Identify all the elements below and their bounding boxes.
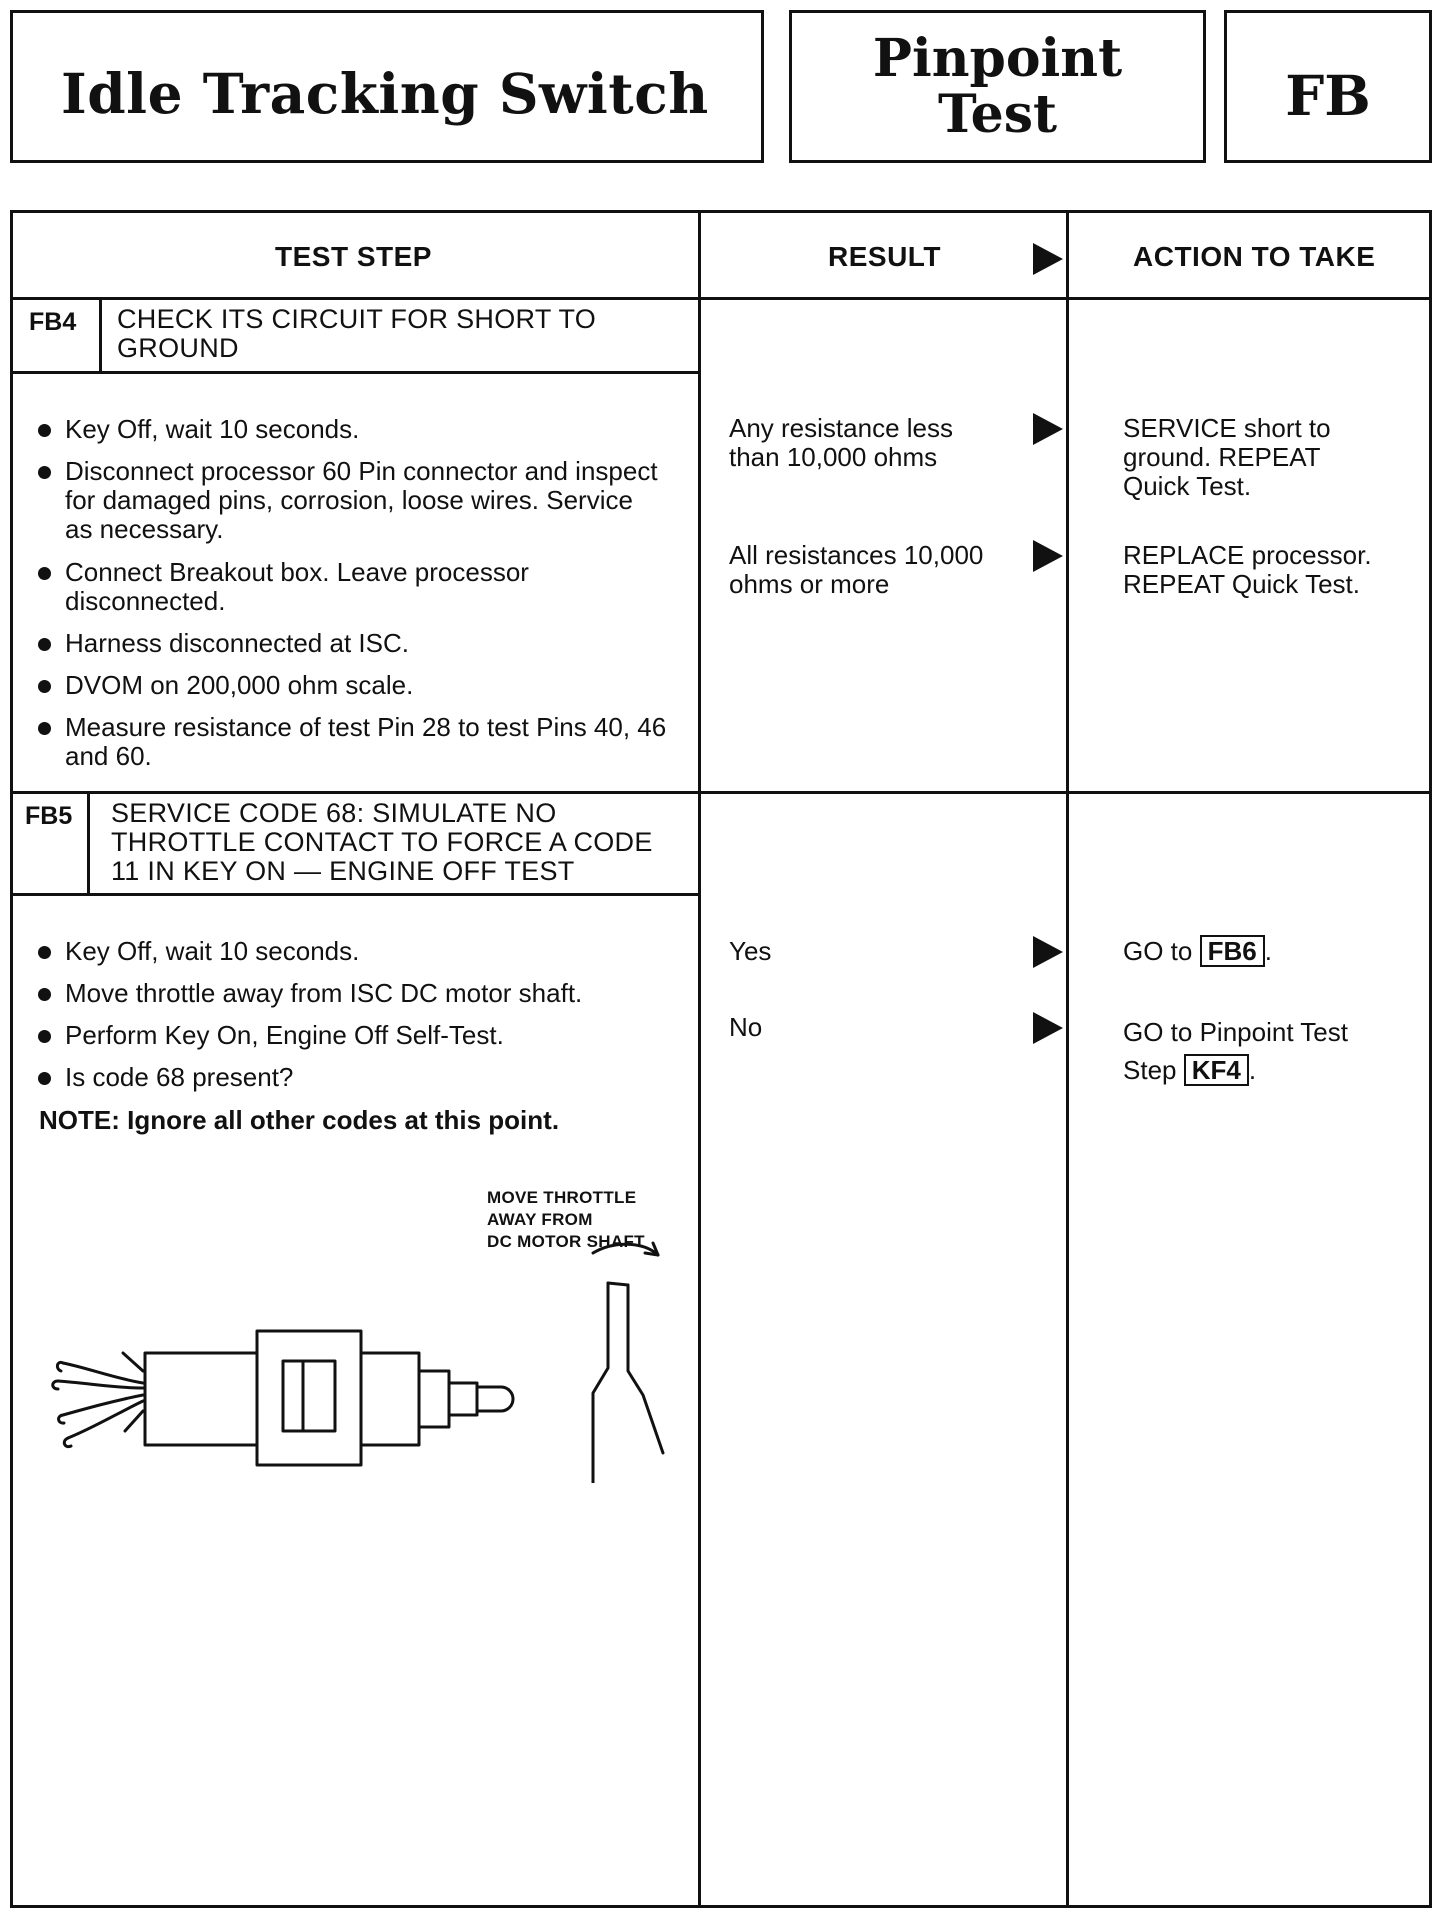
fb4-step-id: FB4 [29, 308, 77, 336]
fb4-result-1-arrow-icon [1033, 413, 1063, 445]
fb4-result-2-line-2: ohms or more [729, 569, 890, 599]
result-arrow-icon [1033, 243, 1063, 275]
fb5-action-yes-suffix: . [1264, 936, 1272, 966]
fb4-title-divider [13, 371, 701, 374]
fb5-action-no [1123, 1013, 1348, 1089]
fb5-title-line-2: THROTTLE CONTACT TO FORCE A CODE [111, 827, 653, 857]
fb4-title-line-1: CHECK ITS CIRCUIT FOR SHORT TO [117, 304, 597, 334]
fb4-action-1-line-1: SERVICE short to [1123, 413, 1331, 443]
fb4-action-1-line-3: Quick Test. [1123, 471, 1252, 501]
test-code-box [1224, 10, 1432, 163]
callout-line-1: MOVE THROTTLE [487, 1188, 637, 1207]
fb4-step-5: DVOM on 200,000 ohm scale. [33, 671, 665, 700]
motion-arrow-icon [593, 1243, 658, 1255]
fb5-action-yes-step-ref: FB6 [1200, 935, 1265, 967]
column-divider-result [698, 213, 701, 1905]
isc-motor-body-icon [145, 1331, 513, 1465]
fb4-action-1-line-2: ground. REPEAT [1123, 442, 1321, 472]
fb5-result-yes-arrow-icon [1033, 936, 1063, 968]
fb5-note: NOTE: Ignore all other codes at this point. [39, 1105, 560, 1135]
fb5-result-no-arrow-icon [1033, 1012, 1063, 1044]
fb4-step-3: Connect Breakout box. Leave processor disconnected. [33, 558, 625, 616]
fb5-result-no: No [729, 1012, 763, 1042]
pinpoint-test-label [792, 28, 1203, 145]
fb5-step-3: Perform Key On, Engine Off Self-Test. [33, 1021, 705, 1050]
fb4-result-2-arrow-icon [1033, 540, 1063, 572]
fb5-action-no-line-2 [1123, 1051, 1348, 1089]
fb5-step-4: Is code 68 present? [33, 1063, 705, 1092]
fb4-action-2-line-1: REPLACE processor. [1123, 540, 1372, 570]
fb4-fb5-divider [13, 791, 1429, 794]
pinpoint-line-2: Test [937, 84, 1058, 145]
fb4-id-divider [99, 297, 102, 374]
wire-leads-icon [53, 1353, 143, 1447]
fb4-result-2-line-1: All resistances 10,000 [729, 540, 984, 570]
fb4-result-1-line-1: Any resistance less [729, 413, 953, 443]
isc-motor-diagram [33, 1183, 673, 1483]
fb4-title-line-2: GROUND [117, 333, 239, 363]
pinpoint-test-box [789, 10, 1206, 163]
fb5-action-no-line-1: GO to Pinpoint Test [1123, 1017, 1348, 1047]
fb4-action-2 [1123, 541, 1372, 599]
column-divider-action [1066, 213, 1069, 1905]
column-header-test-step: TEST STEP [275, 241, 432, 272]
fb4-step-4: Harness disconnected at ISC. [33, 629, 665, 658]
fb5-action-no-suffix: . [1248, 1055, 1257, 1085]
fb5-title-divider [13, 893, 701, 896]
pinpoint-table [10, 210, 1432, 1908]
column-header-result: RESULT [828, 241, 941, 272]
fb5-result-yes: Yes [729, 936, 772, 966]
fb5-action-no-prefix: Step [1123, 1055, 1177, 1085]
pinpoint-line-1: Pinpoint [872, 28, 1123, 89]
callout-line-2: AWAY FROM [487, 1210, 593, 1229]
fb4-step-1: Key Off, wait 10 seconds. [33, 415, 705, 444]
fb5-id-divider [87, 791, 90, 895]
fb5-action-yes-prefix: GO to [1123, 936, 1193, 966]
fb5-step-2: Move throttle away from ISC DC motor shaft. [33, 979, 705, 1008]
fb4-action-2-line-2: REPEAT Quick Test. [1123, 569, 1360, 599]
header-divider [13, 297, 1429, 300]
fb4-action-1 [1123, 414, 1331, 501]
fb4-result-1-line-2: than 10,000 ohms [729, 442, 938, 472]
fb5-title-line-1: SERVICE CODE 68: SIMULATE NO [111, 798, 557, 828]
title-box [10, 10, 764, 163]
fb5-action-no-step-ref: KF4 [1184, 1054, 1249, 1086]
page-title: Idle Tracking Switch [61, 61, 709, 126]
fb4-result-2 [729, 541, 983, 599]
column-header-action: ACTION TO TAKE [1133, 241, 1376, 272]
fb4-result-1 [729, 414, 953, 472]
throttle-lever-icon [593, 1283, 663, 1483]
fb5-step-1: Key Off, wait 10 seconds. [33, 937, 705, 966]
fb5-step-id: FB5 [25, 802, 73, 830]
fb4-step-6: Measure resistance of test Pin 28 to test Pins 40, 46 and 60. [33, 713, 685, 771]
fb5-step-title [111, 799, 653, 886]
fb5-action-yes [1123, 935, 1272, 967]
fb4-step-2: Disconnect processor 60 Pin connector and inspect for damaged pins, corrosion, loose wires. Service as necessary. [33, 457, 665, 544]
fb4-step-title [117, 305, 596, 363]
test-code: FB [1285, 63, 1371, 128]
callout-line-3: DC MOTOR SHAFT [487, 1232, 645, 1251]
fb5-title-line-3: 11 IN KEY ON — ENGINE OFF TEST [111, 856, 575, 886]
